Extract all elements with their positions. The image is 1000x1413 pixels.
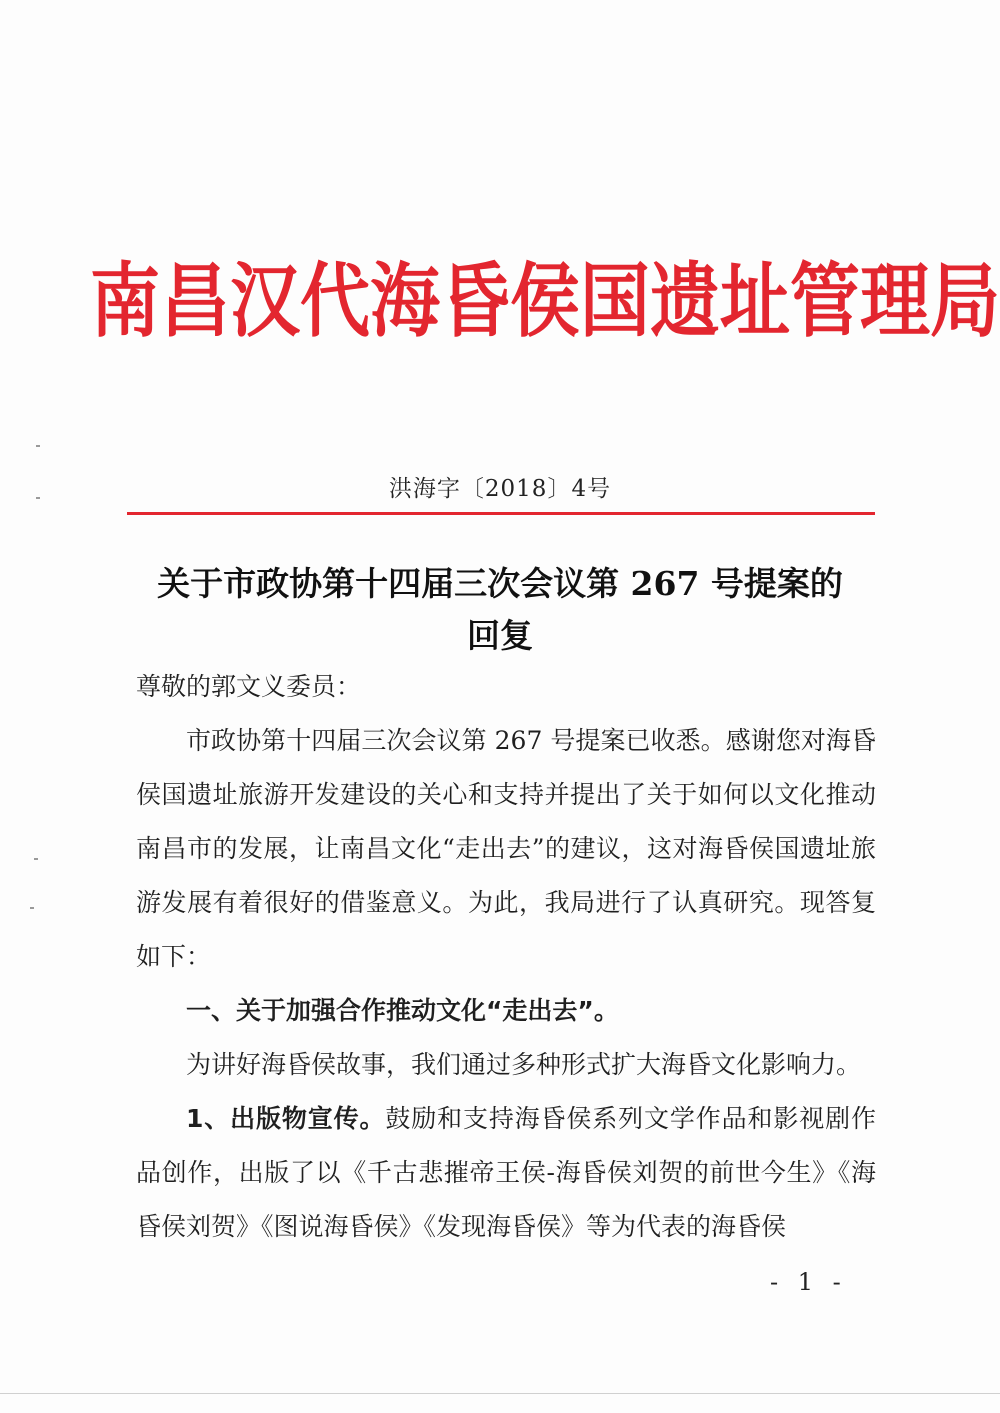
document-title [100, 558, 900, 662]
issuer-name: 南昌汉代海昏侯国遗址管理局 [90, 254, 1000, 349]
bottom-edge-line [0, 1393, 1000, 1394]
scan-mark [30, 907, 34, 909]
paragraph-section-1: 为讲好海昏侯故事，我们通过多种形式扩大海昏文化影响力。 [186, 1050, 862, 1079]
salutation: 尊敬的郭文义委员： [136, 672, 362, 701]
title-line-1: 关于市政协第十四届三次会议第 267 号提案的 [157, 564, 843, 603]
red-divider [127, 512, 875, 515]
document-number: 洪海字〔2018〕4号 [388, 476, 612, 502]
document-body [136, 660, 876, 1254]
scan-mark [34, 858, 38, 860]
page-number: - 1 - [770, 1268, 847, 1296]
list-item-1-text: 鼓励和支持海昏侯系列文学作品和影视剧作品创作，出版了以《千古悲摧帝王侯-海昏侯刘贺的前世今生》《海昏侯刘贺》《图说海昏侯》《发现海昏侯》等为代表的海昏侯 [136, 1104, 876, 1241]
section-heading-1: 一、关于加强合作推动文化“走出去”。 [186, 996, 619, 1025]
title-line-2: 回复 [467, 616, 533, 655]
list-item-1-lead: 1、出版物宣传。 [186, 1104, 386, 1133]
scan-mark [36, 445, 40, 447]
paragraph-intro: 市政协第十四届三次会议第 267 号提案已收悉。感谢您对海昏侯国遗址旅游开发建设的关心和支持并提出了关于如何以文化推动南昌市的发展，让南昌文化“走出去”的建议，这对海昏侯国遗址旅游发展有着很好的借鉴意义。为此，我局进行了认真研究。现答复如下： [136, 726, 876, 971]
scan-mark [36, 497, 40, 499]
list-item-1 [136, 1092, 876, 1254]
